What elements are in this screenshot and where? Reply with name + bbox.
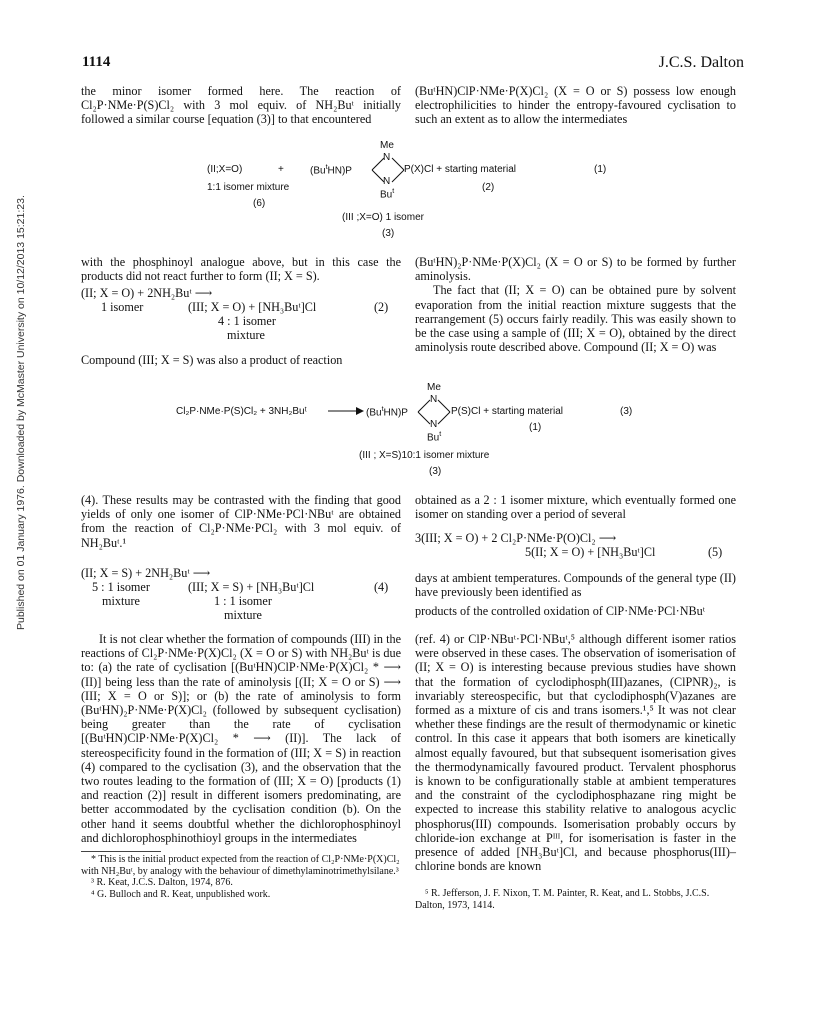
scheme1-amine: (Bu$^t$HN)P bbox=[310, 164, 352, 177]
download-watermark: Published on 01 January 1976. Downloaded by McMaster University on 10/12/2013 15:21:23. bbox=[15, 195, 27, 630]
top-left-paragraph: the minor isomer formed here. The reaction of Cl₂P·NMe·P(S)Cl₂ with 3 mol equiv. of NH₂Buᵗ initially followed a similar course [equation (3)] to that encountered bbox=[81, 84, 401, 127]
scheme2-ref3: (3) bbox=[429, 466, 442, 477]
eq5-number: (5) bbox=[708, 545, 723, 559]
scheme2-equation-number: (3) bbox=[620, 406, 633, 417]
scheme2-product: P(S)Cl + starting material bbox=[451, 406, 563, 417]
scheme2-ring-bonds bbox=[416, 390, 456, 434]
eq2-line2: (III; X = O) + [NH₃Buᵗ]Cl bbox=[188, 300, 317, 314]
eq5-line1: 3(III; X = O) + 2 Cl₂P·NMe·P(O)Cl₂ ⟶ bbox=[415, 531, 617, 545]
eq4-ratio: 1 : 1 isomer bbox=[214, 594, 272, 608]
scheme2-n-bottom: N bbox=[430, 419, 438, 430]
eq2-ratio: 4 : 1 isomer bbox=[218, 314, 276, 328]
eq4-left-mixture: mixture bbox=[102, 594, 140, 608]
scheme1-isomer-mixture: 1:1 isomer mixture bbox=[207, 182, 290, 193]
scheme1-bu: Bu$^t$ bbox=[380, 188, 395, 201]
scheme2-bu: Bu$^t$ bbox=[427, 431, 442, 444]
eq2-number: (2) bbox=[374, 300, 389, 314]
footnote-star: * This is the initial product expected from the reaction of Cl₂P·NMe·P(X)Cl₂ with NH₂Buᵗ, by analogy with the behaviour of dimethylaminotrimethylsilane.³ bbox=[81, 854, 400, 877]
eq4-mixture: mixture bbox=[224, 608, 262, 622]
scheme1-product: P(X)Cl + starting material bbox=[404, 164, 516, 175]
eq2-isomer: 1 isomer bbox=[101, 300, 144, 314]
lower-left-paragraph-a: (4). These results may be contrasted with the finding that good yields of only one isomer of ClP·NMe·PCl·NBuᵗ are obtained from the reaction of Cl₂P·NMe·PCl₂ with 3 mol equiv. of NH₂Buᵗ.¹ bbox=[81, 493, 401, 550]
eq4-line2: (III; X = S) + [NH₃Buᵗ]Cl bbox=[188, 580, 315, 594]
scheme2-reactant: Cl₂P·NMe·P(S)Cl₂ + 3NH₂Buᵗ bbox=[176, 406, 307, 417]
eq4-left-ratio: 5 : 1 isomer bbox=[92, 580, 150, 594]
scheme1-reactant: (II;X=O) bbox=[207, 164, 243, 175]
compound-line: Compound (III; X = S) was also a product of reaction bbox=[81, 353, 343, 367]
scheme1-n-bottom: N bbox=[383, 176, 391, 187]
mid-right-paragraph: (BuᵗHN)₂P·NMe·P(X)Cl₂ (X = O or S) to be formed by further aminolysis. The fact that (II; X = O) can be obtained pure by solvent evaporation from the initial reaction mixture suggests that the rearrangement (5) occurs fairly readily. This was easily shown to be the case using a sample of (III; X = O), obtained by the direct aminolysis route described above. Compound (II; X = O) was bbox=[415, 255, 736, 355]
eq4-line1: (II; X = S) + 2NH₂Buᵗ ⟶ bbox=[81, 566, 211, 580]
mid-left-paragraph: with the phosphinoyl analogue above, but in this case the products did not react further to form (II; X = S). bbox=[81, 255, 401, 284]
eq4-number: (4) bbox=[374, 580, 389, 594]
scheme1-ref3: (3) bbox=[382, 228, 395, 239]
scheme2-me: Me bbox=[427, 382, 441, 393]
lower-right-paragraph-b: days at ambient temperatures. Compounds of the general type (II) have previously been identified as bbox=[415, 571, 736, 600]
scheme2-ref1: (1) bbox=[529, 422, 542, 433]
footnotes-right bbox=[415, 888, 736, 911]
lower-right-paragraph-d: (ref. 4) or ClP·NBuᵗ·PCl·NBuᵗ,⁵ although different isomer ratios were observed in these cases. The observation of isomerisation of (II; X = O) is interesting because previous studies have shown that the formation of cyclodiphosph(III)azanes, (ClPNR)₂, is invariably stereospecific, but that cyclodiphosph(V)azanes are formed as a mixture of cis and trans isomers.¹,⁵ It was not clear whether these findings are the result of thermodynamic or kinetic control. In this case it appears that both isomers are kinetically almost equally favoured, but that subsequent isomerisation gives the thermodynamically favoured product. Tervalent phosphorus is known to be configurationally stable at ambient temperatures and the constraint of the cyclodiphosphazane ring might be expected to increase this stability relative to analogous acyclic phosphorus(III) compounds. Isomerisation probably occurs by chloride-ion exchange at Pᴵᴵᴵ, for isomerisation is faster in the presence of added [NH₃Buᵗ]Cl, and because phosphorus(III)–chlorine bonds are known bbox=[415, 632, 736, 874]
footnotes-left bbox=[81, 854, 401, 900]
scheme1-me: Me bbox=[380, 140, 394, 151]
scheme2-n-top: N bbox=[430, 394, 438, 405]
top-right-paragraph: (BuᵗHN)ClP·NMe·P(X)Cl₂ (X = O or S) possess low enough electrophilicities to hinder the entropy-favoured cyclisation to such an extent as to allow the intermediates bbox=[415, 84, 736, 127]
journal-name: J.C.S. Dalton bbox=[658, 54, 744, 71]
lower-left-paragraph-b: It is not clear whether the formation of compounds (III) in the reactions of Cl₂P·NMe·P(X)Cl₂ (X = O or S) with NH₂Buᵗ is due to: (a) the rate of cyclisation [(BuᵗHN)ClP·NMe·P(X)Cl₂ * ⟶ (II)] being less than the rate of aminolysis [(II; X = O or S) ⟶ (III; X = O or S)]; or (b) the rate of aminolysis to form (BuᵗHN)₂P·NMe·P(X)Cl₂ (followed by subsequent cyclisation) being greater than the rate of cyclisation [(BuᵗHN)ClP·NMe·P(X)Cl₂ * ⟶ (II)]. The lack of stereospecificity found in the formation of (III; X = S) in reaction (4) compared to the cyclisation (3), and the observation that the two routes leading to the formation of (III; X = O) [products (1) and reaction (2)] result in different isomers predominating, are better accommodated by the cyclisation condition (b). On the other hand it seems doubtful whether the dichlorophosphinoyl and dichlorophosphinothioyl groups in the intermediates bbox=[81, 632, 401, 845]
scheme1-product-label: (III ;X=O) 1 isomer bbox=[342, 212, 424, 223]
scheme1-ref2: (2) bbox=[482, 182, 495, 193]
scheme2-amine: (Bu$^t$HN)P bbox=[366, 406, 408, 419]
scheme1-ref6: (6) bbox=[253, 198, 266, 209]
footnote-5: ⁵ R. Jefferson, J. F. Nixon, T. M. Painter, R. Keat, and L. Stobbs, J.C.S. Dalton, 1973, 1414. bbox=[415, 888, 710, 911]
eq2-mixture: mixture bbox=[227, 328, 265, 342]
footnote-rule bbox=[81, 851, 161, 852]
lower-right-paragraph-c: products of the controlled oxidation of ClP·NMe·PCl·NBuᵗ bbox=[415, 604, 706, 618]
footnote-4: ⁴ G. Bulloch and R. Keat, unpublished work. bbox=[91, 888, 271, 900]
scheme1-plus: + bbox=[278, 164, 284, 175]
lower-right-paragraph-a: obtained as a 2 : 1 isomer mixture, which eventually formed one isomer on standing over a period of several bbox=[415, 493, 736, 522]
eq5-line2: 5(II; X = O) + [NH₃Buᵗ]Cl bbox=[525, 545, 656, 559]
page-number: 1114 bbox=[82, 54, 111, 70]
scheme1-n-top: N bbox=[383, 152, 391, 163]
footnote-3: ³ R. Keat, J.C.S. Dalton, 1974, 876. bbox=[91, 877, 233, 888]
eq2-line1: (II; X = O) + 2NH₂Buᵗ ⟶ bbox=[81, 286, 213, 300]
scheme1-equation-number: (1) bbox=[594, 164, 607, 175]
scheme2-arrow bbox=[328, 405, 364, 417]
scheme2-product-label: (III ; X=S)10:1 isomer mixture bbox=[359, 450, 490, 461]
